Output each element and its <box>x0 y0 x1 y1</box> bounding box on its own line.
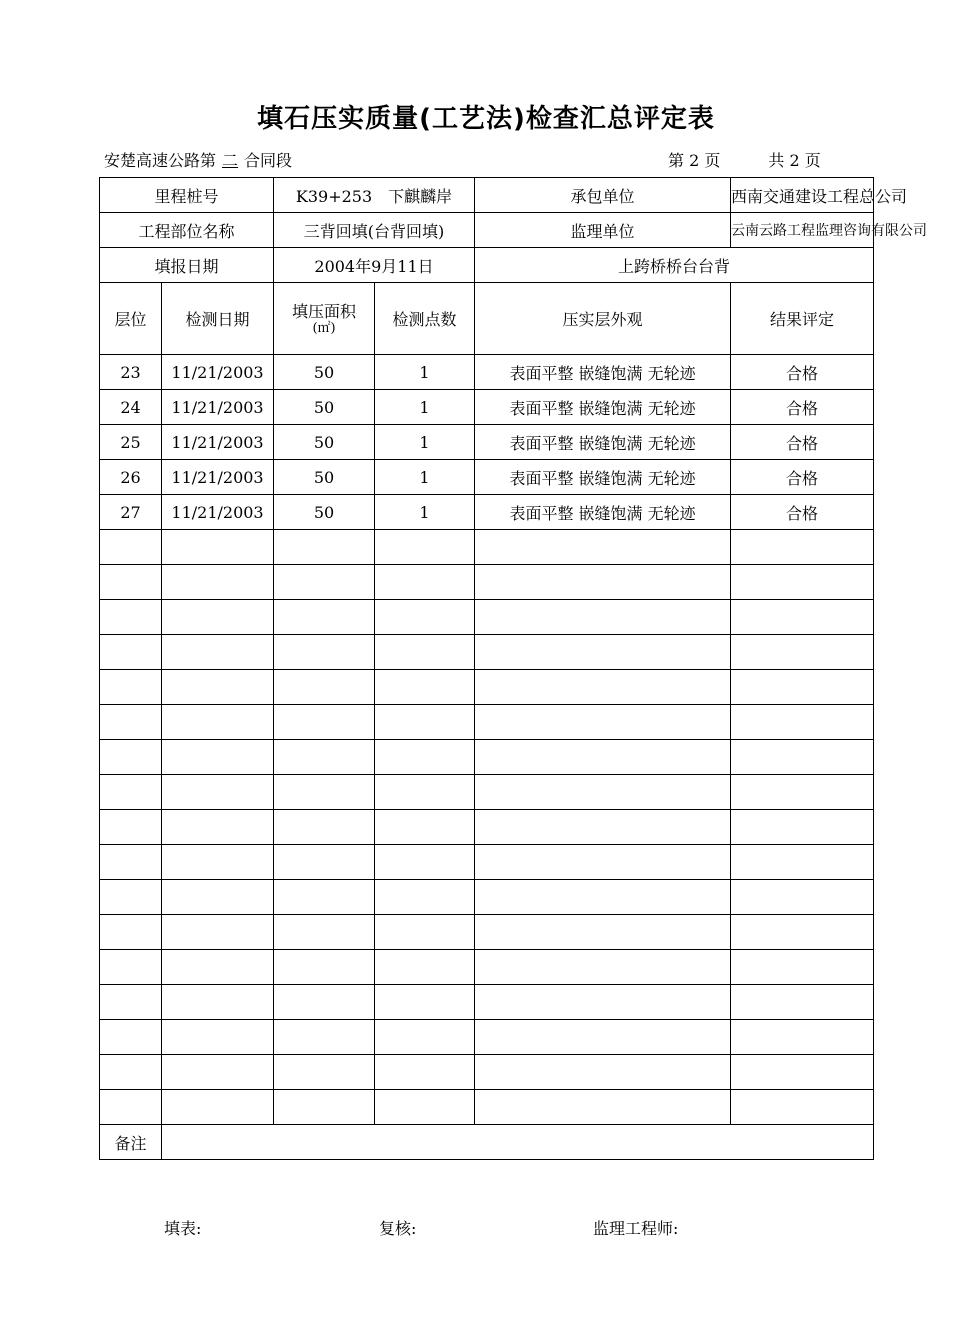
empty-row <box>100 775 874 810</box>
row-appearance: 表面平整 嵌缝饱满 无轮迹 <box>475 425 731 460</box>
remarks-label: 备注 <box>100 1125 162 1160</box>
empty-row <box>100 670 874 705</box>
filler-signature: 填表: <box>164 1219 202 1238</box>
engineer-signature: 监理工程师: <box>593 1219 679 1238</box>
row-area: 50 <box>274 355 375 390</box>
empty-row <box>100 880 874 915</box>
row-date: 11/21/2003 <box>162 355 274 390</box>
row-result: 合格 <box>731 460 874 495</box>
reviewer-signature: 复核: <box>379 1219 417 1238</box>
row-result: 合格 <box>731 355 874 390</box>
row-layer: 26 <box>100 460 162 495</box>
row-result: 合格 <box>731 425 874 460</box>
row-area: 50 <box>274 460 375 495</box>
col-header-result: 结果评定 <box>731 283 874 355</box>
project-prefix: 安楚高速公路第 <box>104 151 217 170</box>
empty-row <box>100 845 874 880</box>
remarks-row <box>100 1125 874 1160</box>
project-suffix: 合同段 <box>244 151 293 170</box>
remarks-value <box>162 1125 874 1160</box>
row-layer: 25 <box>100 425 162 460</box>
page-indicator <box>668 148 821 171</box>
row-points: 1 <box>375 460 475 495</box>
page-title: 填石压实质量(工艺法)检查汇总评定表 <box>257 104 715 134</box>
empty-row <box>100 635 874 670</box>
row-points: 1 <box>375 355 475 390</box>
part-value: 三背回填(台背回填) <box>274 213 475 248</box>
row-appearance: 表面平整 嵌缝饱满 无轮迹 <box>475 355 731 390</box>
row-appearance: 表面平整 嵌缝饱满 无轮迹 <box>475 390 731 425</box>
row-date: 11/21/2003 <box>162 460 274 495</box>
supervisor-value: 云南云路工程监理咨询有限公司 <box>731 213 874 248</box>
row-points: 1 <box>375 495 475 530</box>
empty-row <box>100 985 874 1020</box>
row-area: 50 <box>274 495 375 530</box>
empty-row <box>100 1055 874 1090</box>
column-header-row <box>100 283 874 355</box>
empty-row <box>100 810 874 845</box>
row-area: 50 <box>274 390 375 425</box>
supervisor-label: 监理单位 <box>475 213 731 248</box>
project-section <box>104 148 292 171</box>
row-result: 合格 <box>731 495 874 530</box>
table-row <box>100 390 874 425</box>
info-row-part <box>100 213 874 248</box>
row-result: 合格 <box>731 390 874 425</box>
station-label: 里程桩号 <box>100 178 274 213</box>
col-header-points: 检测点数 <box>375 283 475 355</box>
empty-row <box>100 1090 874 1125</box>
col-header-date: 检测日期 <box>162 283 274 355</box>
row-appearance: 表面平整 嵌缝饱满 无轮迹 <box>475 460 731 495</box>
col-header-layer: 层位 <box>100 283 162 355</box>
info-row-date <box>100 248 874 283</box>
row-points: 1 <box>375 390 475 425</box>
table-row <box>100 355 874 390</box>
col-header-area <box>274 283 375 355</box>
row-appearance: 表面平整 嵌缝饱满 无轮迹 <box>475 495 731 530</box>
row-layer: 24 <box>100 390 162 425</box>
contractor-value: 西南交通建设工程总公司 <box>731 178 874 213</box>
date-label: 填报日期 <box>100 248 274 283</box>
empty-row <box>100 740 874 775</box>
empty-row <box>100 705 874 740</box>
empty-row <box>100 950 874 985</box>
empty-row <box>100 600 874 635</box>
empty-row <box>100 915 874 950</box>
contractor-label: 承包单位 <box>475 178 731 213</box>
row-date: 11/21/2003 <box>162 425 274 460</box>
page-total: 共 2 页 <box>768 151 821 170</box>
table-row <box>100 425 874 460</box>
part-label: 工程部位名称 <box>100 213 274 248</box>
table-row <box>100 460 874 495</box>
row-points: 1 <box>375 425 475 460</box>
inspection-table <box>99 177 928 1160</box>
col-header-appearance: 压实层外观 <box>475 283 731 355</box>
col-header-area-unit: (㎡) <box>312 320 336 336</box>
location-value: 上跨桥桥台台背 <box>475 248 874 283</box>
empty-row <box>100 530 874 565</box>
empty-row <box>100 1020 874 1055</box>
page-number: 第 2 页 <box>668 151 721 170</box>
date-value: 2004年9月11日 <box>274 248 475 283</box>
row-layer: 23 <box>100 355 162 390</box>
row-area: 50 <box>274 425 375 460</box>
section-number: 二 <box>222 151 239 170</box>
empty-row <box>100 565 874 600</box>
col-header-area-label: 填压面积 <box>292 301 357 321</box>
row-layer: 27 <box>100 495 162 530</box>
table-row <box>100 495 874 530</box>
station-value: K39+253 下麒麟岸 <box>274 178 475 213</box>
row-date: 11/21/2003 <box>162 495 274 530</box>
info-row-station <box>100 178 874 213</box>
row-date: 11/21/2003 <box>162 390 274 425</box>
